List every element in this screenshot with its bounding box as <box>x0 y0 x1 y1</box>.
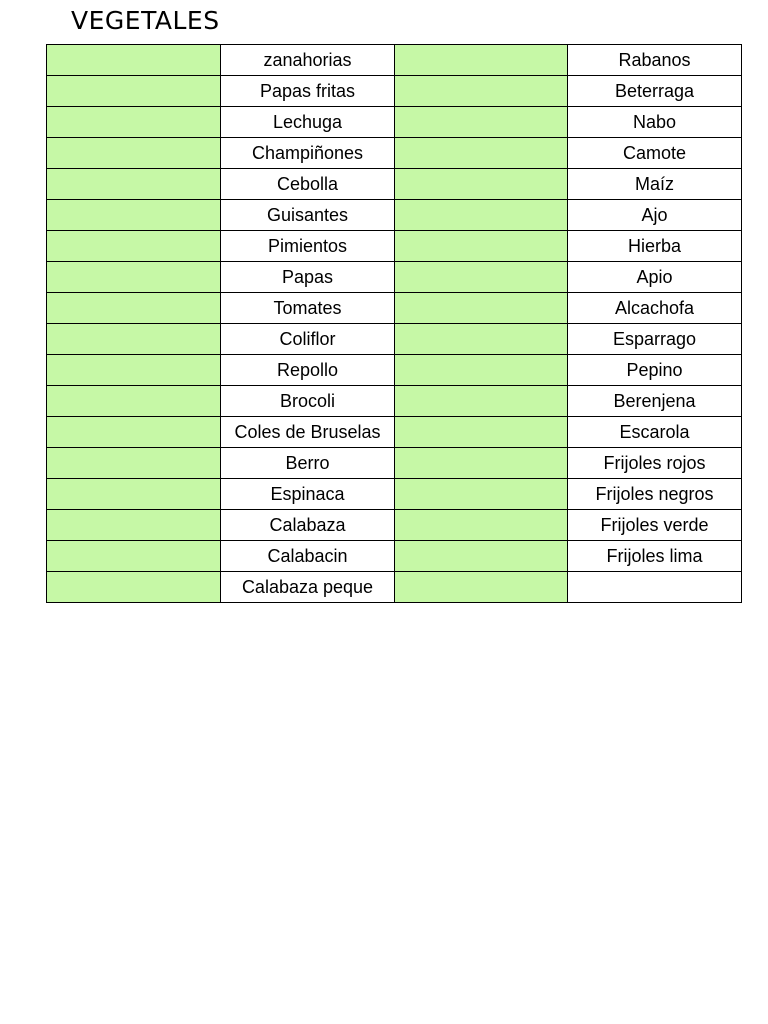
answer-cell-left[interactable] <box>47 231 221 262</box>
vegetable-name-right: Hierba <box>568 231 742 262</box>
vegetable-name-left: zanahorias <box>221 45 395 76</box>
answer-cell-right[interactable] <box>395 510 568 541</box>
vegetable-name-right <box>568 572 742 603</box>
vegetable-name-left: Champiñones <box>221 138 395 169</box>
answer-cell-right[interactable] <box>395 386 568 417</box>
vegetable-name-left: Calabacin <box>221 541 395 572</box>
vegetable-name-left: Coliflor <box>221 324 395 355</box>
table-row <box>47 355 742 386</box>
answer-cell-left[interactable] <box>47 541 221 572</box>
vegetable-name-left: Papas <box>221 262 395 293</box>
answer-cell-right[interactable] <box>395 293 568 324</box>
table-row <box>47 262 742 293</box>
answer-cell-left[interactable] <box>47 386 221 417</box>
answer-cell-left[interactable] <box>47 45 221 76</box>
answer-cell-right[interactable] <box>395 324 568 355</box>
vegetable-name-left: Cebolla <box>221 169 395 200</box>
answer-cell-left[interactable] <box>47 262 221 293</box>
vegetable-name-left: Tomates <box>221 293 395 324</box>
answer-cell-right[interactable] <box>395 448 568 479</box>
answer-cell-left[interactable] <box>47 510 221 541</box>
table-row <box>47 231 742 262</box>
answer-cell-right[interactable] <box>395 169 568 200</box>
table-row <box>47 324 742 355</box>
answer-cell-right[interactable] <box>395 76 568 107</box>
table-row <box>47 510 742 541</box>
vegetable-name-right: Pepino <box>568 355 742 386</box>
vegetable-name-right: Frijoles negros <box>568 479 742 510</box>
vegetable-name-left: Pimientos <box>221 231 395 262</box>
vegetable-name-right: Esparrago <box>568 324 742 355</box>
answer-cell-right[interactable] <box>395 355 568 386</box>
answer-cell-left[interactable] <box>47 448 221 479</box>
table-row <box>47 45 742 76</box>
vegetable-name-right: Escarola <box>568 417 742 448</box>
vegetable-name-left: Calabaza <box>221 510 395 541</box>
answer-cell-right[interactable] <box>395 262 568 293</box>
table-row <box>47 293 742 324</box>
table-row <box>47 448 742 479</box>
answer-cell-left[interactable] <box>47 417 221 448</box>
page-title: VEGETALES <box>71 6 220 35</box>
vegetable-name-left: Repollo <box>221 355 395 386</box>
table-row <box>47 107 742 138</box>
table-row <box>47 169 742 200</box>
vegetable-name-left: Brocoli <box>221 386 395 417</box>
vegetable-name-right: Apio <box>568 262 742 293</box>
table-row <box>47 417 742 448</box>
vegetable-name-left: Espinaca <box>221 479 395 510</box>
vegetable-name-left: Guisantes <box>221 200 395 231</box>
table-row <box>47 200 742 231</box>
vegetable-name-right: Camote <box>568 138 742 169</box>
table-row <box>47 386 742 417</box>
answer-cell-left[interactable] <box>47 200 221 231</box>
answer-cell-left[interactable] <box>47 355 221 386</box>
vegetable-name-left: Calabaza peque <box>221 572 395 603</box>
vegetable-name-right: Frijoles lima <box>568 541 742 572</box>
vegetable-name-right: Beterraga <box>568 76 742 107</box>
answer-cell-right[interactable] <box>395 45 568 76</box>
answer-cell-right[interactable] <box>395 541 568 572</box>
answer-cell-left[interactable] <box>47 138 221 169</box>
vegetable-name-right: Alcachofa <box>568 293 742 324</box>
table-row <box>47 76 742 107</box>
answer-cell-left[interactable] <box>47 76 221 107</box>
vegetable-name-right: Frijoles verde <box>568 510 742 541</box>
vegetables-table-body <box>47 45 742 603</box>
vegetable-name-right: Berenjena <box>568 386 742 417</box>
table-row <box>47 541 742 572</box>
answer-cell-right[interactable] <box>395 572 568 603</box>
table-row <box>47 138 742 169</box>
answer-cell-right[interactable] <box>395 138 568 169</box>
table-row <box>47 479 742 510</box>
vegetable-name-right: Frijoles rojos <box>568 448 742 479</box>
vegetable-name-left: Lechuga <box>221 107 395 138</box>
answer-cell-left[interactable] <box>47 479 221 510</box>
vegetable-name-left: Coles de Bruselas <box>221 417 395 448</box>
answer-cell-left[interactable] <box>47 107 221 138</box>
answer-cell-left[interactable] <box>47 169 221 200</box>
answer-cell-right[interactable] <box>395 417 568 448</box>
answer-cell-right[interactable] <box>395 200 568 231</box>
vegetable-name-right: Nabo <box>568 107 742 138</box>
vegetable-name-left: Papas fritas <box>221 76 395 107</box>
vegetable-name-right: Rabanos <box>568 45 742 76</box>
answer-cell-left[interactable] <box>47 572 221 603</box>
answer-cell-right[interactable] <box>395 479 568 510</box>
vegetables-table <box>46 44 742 603</box>
answer-cell-right[interactable] <box>395 107 568 138</box>
vegetable-name-left: Berro <box>221 448 395 479</box>
answer-cell-right[interactable] <box>395 231 568 262</box>
vegetable-name-right: Maíz <box>568 169 742 200</box>
answer-cell-left[interactable] <box>47 324 221 355</box>
vegetable-name-right: Ajo <box>568 200 742 231</box>
table-row <box>47 572 742 603</box>
answer-cell-left[interactable] <box>47 293 221 324</box>
